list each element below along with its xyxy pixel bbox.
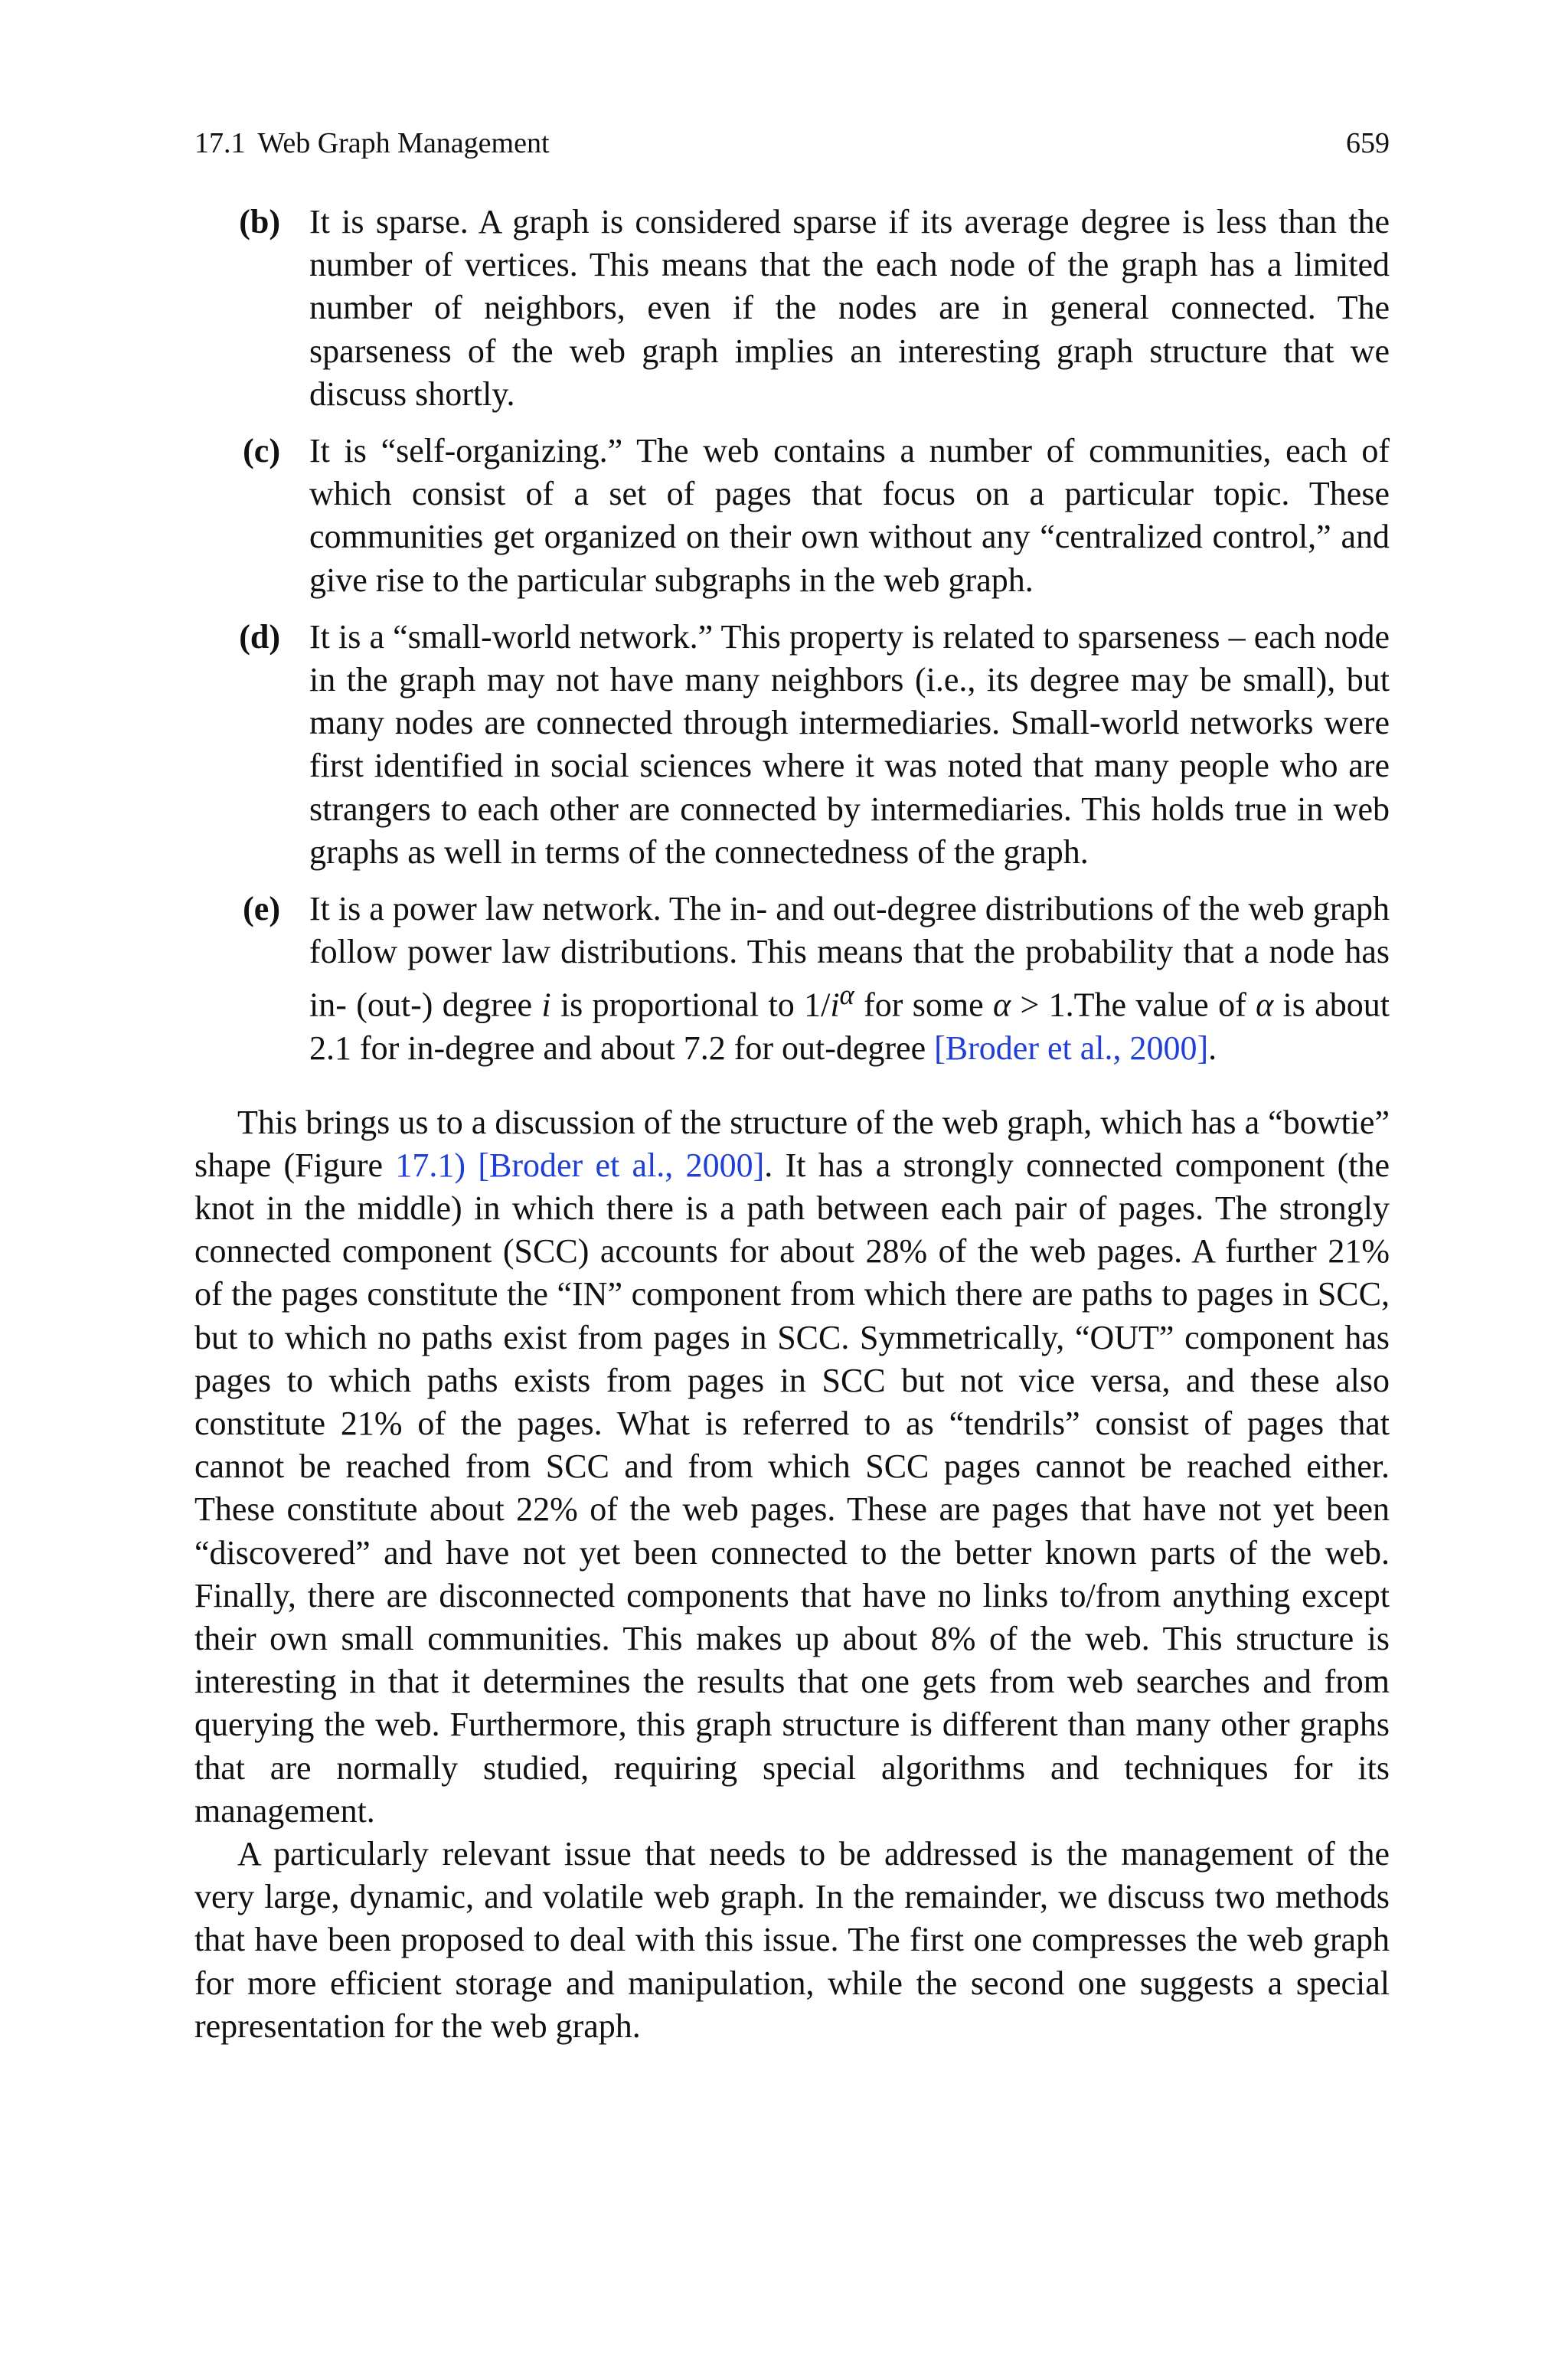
text-segment: > 1.The value of [1011,986,1256,1025]
text-segment: It is a power law network. The in- and out-degree distributions of the web graph follow power law distributions. This means that the probability that a node has in- (out-) degree [309,890,1390,1025]
page-number: 659 [1346,127,1390,159]
section-number: 17.1 [194,127,246,159]
running-head [194,124,1390,162]
math-symbol-alpha: α [1256,986,1274,1025]
text-segment: is about 2.1 for in-degree and about 7.2 for out-degree [309,986,1390,1068]
text-segment [466,1146,478,1184]
citation-link[interactable]: [Broder et al., 2000] [478,1146,765,1184]
list-item-text: It is sparse. A graph is considered sparse if its average degree is less than the number of vertices. This means that the each node of the graph has a limited number of neighbors, even if the nodes are in general connected. The sparseness of the web graph implies an interesting graph structure that we discuss shortly. [309,203,1390,413]
figure-link[interactable]: 17.1) [395,1146,466,1184]
list-item-text: It is “self-organizing.” The web contains a number of communities, each of which consist of a set of pages that focus on a particular topic. These communities get organized on their own without any “centralized control,” and give rise to the particular subgraphs in the web graph. [309,432,1390,599]
text-segment: . It has a strongly connected component (the knot in the middle) in which there is a path between each pair of pages. The strongly connected component (SCC) accounts for about 28% of the web pages. A further 21% of the pages constitute the “IN” component from which there are paths to pages in SCC, but to which no paths exist from pages in SCC. Symmetrically, “OUT” component has pages to which paths exists from pages in SCC but not vice versa, and these also constitute 21% of the pages. What is referred to as “tendrils” consist of pages that cannot be reached from SCC and from which SCC pages cannot be reached either. These constitute about 22% of the web pages. These are pages that have not yet been “discovered” and have not yet been connected to the better known parts of the web. Finally, there are disconnected components that have no links to/from anything except their own small communities. This makes up about 8% of the web. This structure is interesting in that it determines the results that one gets from web searches and from querying the web. Furthermore, this graph structure is different than many other graphs that are normally studied, requiring special algorithms and techniques for its management. [194,1146,1390,1830]
list-item-text: It is a “small-world network.” This property is related to sparseness – each node in the graph may not have many neighbors (i.e., its degree may be small), but many nodes are connected through intermediaries. Small-world networks were first identified in social sciences where it was noted that many people who are strangers to each other are connected by intermediaries. This holds true in web graphs as well in terms of the connectedness of the graph. [309,617,1390,871]
math-exponent-alpha: α [839,979,854,1011]
list-item-d [194,616,1390,874]
text-segment: This brings us to a discussion of the structure of the web graph, which has a “bowtie” shape (Figure [194,1103,1390,1184]
list-item-e [194,888,1390,1070]
text-segment: . [1208,1029,1217,1068]
list-item-label: (b) [239,203,280,240]
text-segment: is proportional to 1/ [550,986,831,1025]
list-item-c [194,430,1390,602]
citation-link[interactable]: [Broder et al., 2000] [934,1029,1209,1068]
property-list [194,201,1390,1071]
list-item-label: (d) [239,617,280,656]
list-item-b [194,201,1390,416]
section-heading [194,124,550,162]
bowtie-paragraph [194,1101,1390,1833]
math-variable-i: i [541,986,551,1025]
list-item-label: (e) [243,890,280,928]
list-item-label: (c) [243,432,280,470]
math-symbol-alpha: α [993,986,1011,1025]
management-paragraph: A particularly relevant issue that needs to be addressed is the management of the very large, dynamic, and volatile web graph. In the remainder, we discuss two methods that have been proposed to deal with this issue. The first one compresses the web graph for more efficient storage and manipulation, while the second one suggests a special representation for the web graph. [194,1834,1390,2045]
section-title: Web Graph Management [257,127,550,159]
math-variable-i: i [830,986,840,1025]
text-segment: for some [854,986,994,1025]
list-item-text [309,888,1390,1070]
page-body [194,201,1390,2048]
